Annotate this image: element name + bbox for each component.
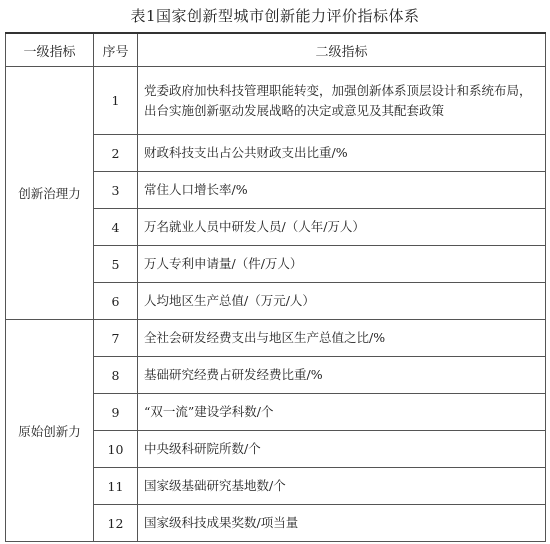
category-original-innovation: 原始创新力 bbox=[6, 320, 94, 542]
row-indicator: 基础研究经费占研发经费比重/% bbox=[138, 357, 546, 394]
row-indicator: 常住人口增长率/% bbox=[138, 172, 546, 209]
indicator-table bbox=[5, 32, 546, 542]
row-indicator: 国家级科技成果奖数/项当量 bbox=[138, 505, 546, 542]
header-level2: 二级指标 bbox=[138, 33, 546, 67]
row-seq: 6 bbox=[94, 283, 138, 320]
row-seq: 3 bbox=[94, 172, 138, 209]
row-seq: 7 bbox=[94, 320, 138, 357]
row-indicator: 万名就业人员中研发人员/（人年/万人） bbox=[138, 209, 546, 246]
row-seq: 12 bbox=[94, 505, 138, 542]
row-indicator: 中央级科研院所数/个 bbox=[138, 431, 546, 468]
table-header-row bbox=[6, 33, 546, 67]
header-level1: 一级指标 bbox=[6, 33, 94, 67]
row-indicator: “双一流”建设学科数/个 bbox=[138, 394, 546, 431]
row-seq: 11 bbox=[94, 468, 138, 505]
row-seq: 8 bbox=[94, 357, 138, 394]
table-row bbox=[6, 67, 546, 135]
row-seq: 2 bbox=[94, 135, 138, 172]
row-indicator: 财政科技支出占公共财政支出比重/% bbox=[138, 135, 546, 172]
row-seq: 1 bbox=[94, 67, 138, 135]
table-row bbox=[6, 320, 546, 357]
row-indicator: 党委政府加快科技管理职能转变，加强创新体系顶层设计和系统布局，出台实施创新驱动发展战略的决定或意见及其配套政策 bbox=[138, 67, 546, 135]
header-seq: 序号 bbox=[94, 33, 138, 67]
row-indicator: 人均地区生产总值/（万元/人） bbox=[138, 283, 546, 320]
row-seq: 9 bbox=[94, 394, 138, 431]
row-indicator: 全社会研发经费支出与地区生产总值之比/% bbox=[138, 320, 546, 357]
row-seq: 5 bbox=[94, 246, 138, 283]
category-innovation-governance: 创新治理力 bbox=[6, 67, 94, 320]
row-seq: 4 bbox=[94, 209, 138, 246]
row-indicator: 万人专利申请量/（件/万人） bbox=[138, 246, 546, 283]
table-title: 表1国家创新型城市创新能力评价指标体系 bbox=[130, 7, 420, 25]
row-indicator: 国家级基础研究基地数/个 bbox=[138, 468, 546, 505]
row-seq: 10 bbox=[94, 431, 138, 468]
